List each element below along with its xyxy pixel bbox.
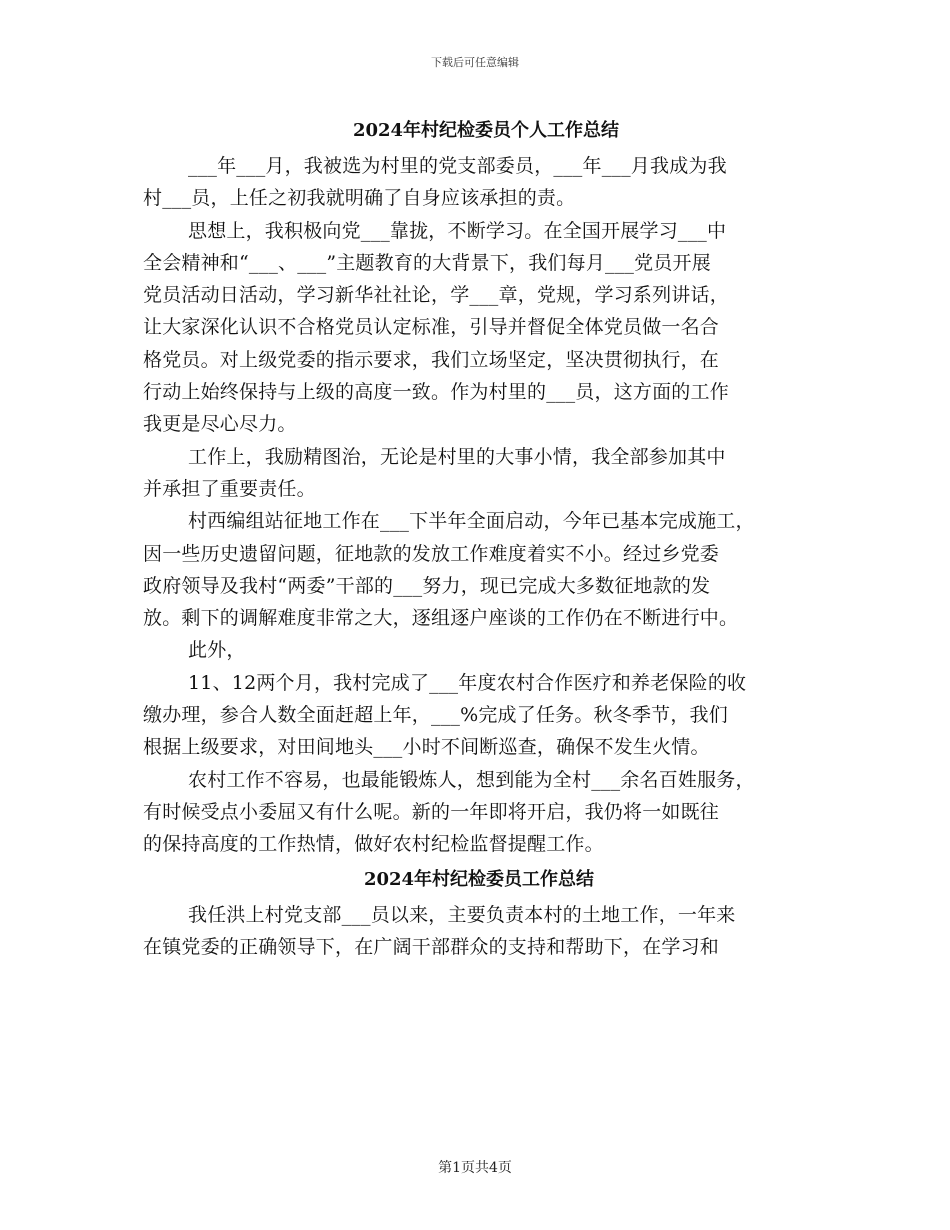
paragraph-line: 格党员。对上级党委的指示要求，我们立场坚定，坚决贯彻执行，在 bbox=[143, 348, 720, 371]
paragraph-line: 有时候受点小委屈又有什么呢。新的一年即将开启，我仍将一如既往 bbox=[143, 800, 720, 823]
paragraph-line: 因一些历史遗留问题，征地款的发放工作难度着实不小。经过乡党委 bbox=[143, 542, 720, 565]
document-body bbox=[143, 112, 815, 963]
paragraph-line: 此外， bbox=[188, 639, 246, 662]
page-header: 下载后可任意编辑 bbox=[431, 56, 519, 69]
paragraph-line: 并承担了重要责任。 bbox=[143, 477, 316, 500]
paragraph-line: 11、12两个月，我村完成了___年度农村合作医疗和养老保险的收 bbox=[188, 671, 747, 694]
paragraph-line: 根据上级要求，对田间地头___小时不间断巡查，确保不发生火情。 bbox=[143, 736, 710, 759]
document-title: 2024年村纪检委员个人工作总结 bbox=[352, 120, 620, 141]
page-footer: 第1页共4页 bbox=[438, 1160, 512, 1176]
paragraph-line: ___年___月，我被选为村里的党支部委员，___年___月我成为我 bbox=[188, 155, 727, 177]
paragraph-line: 思想上，我积极向党___靠拢，不断学习。在全国开展学习___中 bbox=[188, 219, 727, 242]
paragraph-line: 缴办理，参合人数全面赶超上年，___%完成了任务。秋冬季节，我们 bbox=[143, 704, 728, 727]
paragraph-line: 工作上，我励精图治，无论是村里的大事小情，我全部参加其中 bbox=[188, 445, 726, 468]
paragraph-line: 行动上始终保持与上级的高度一致。作为村里的___员，这方面的工作 bbox=[143, 381, 729, 404]
paragraph-line: 在镇党委的正确领导下，在广阔干部群众的支持和帮助下，在学习和 bbox=[143, 935, 720, 958]
paragraph-line: 我更是尽心尽力。 bbox=[143, 413, 297, 436]
paragraph-line: 农村工作不容易，也最能锻炼人，想到能为全村___余名百姓服务， bbox=[188, 768, 755, 791]
paragraph-line: 党员活动日活动，学习新华社社论，学___章，党规，学习系列讲话， bbox=[143, 284, 729, 307]
paragraph-line: 政府领导及我村“两委”干部的___努力，现已完成大多数征地款的发 bbox=[143, 574, 711, 597]
paragraph-line: 让大家深化认识不合格党员认定标准，引导并督促全体党员做一名合 bbox=[143, 316, 720, 339]
paragraph-line: 村西编组站征地工作在___下半年全面启动，今年已基本完成施工， bbox=[188, 510, 755, 533]
paragraph-line: 村___员，上任之初我就明确了自身应该承担的责。 bbox=[143, 187, 576, 210]
paragraph-line: 的保持高度的工作热情，做好农村纪检监督提醒工作。 bbox=[143, 833, 604, 856]
paragraph-line: 放。剩下的调解难度非常之大，逐组逐户座谈的工作仍在不断进行中。 bbox=[143, 607, 739, 630]
section-title: 2024年村纪检委员工作总结 bbox=[363, 868, 595, 890]
paragraph-line: 全会精神和“___、___”主题教育的大背景下，我们每月___党员开展 bbox=[143, 251, 711, 274]
paragraph-line: 我任洪上村党支部___员以来，主要负责本村的土地工作，一年来 bbox=[188, 903, 736, 926]
